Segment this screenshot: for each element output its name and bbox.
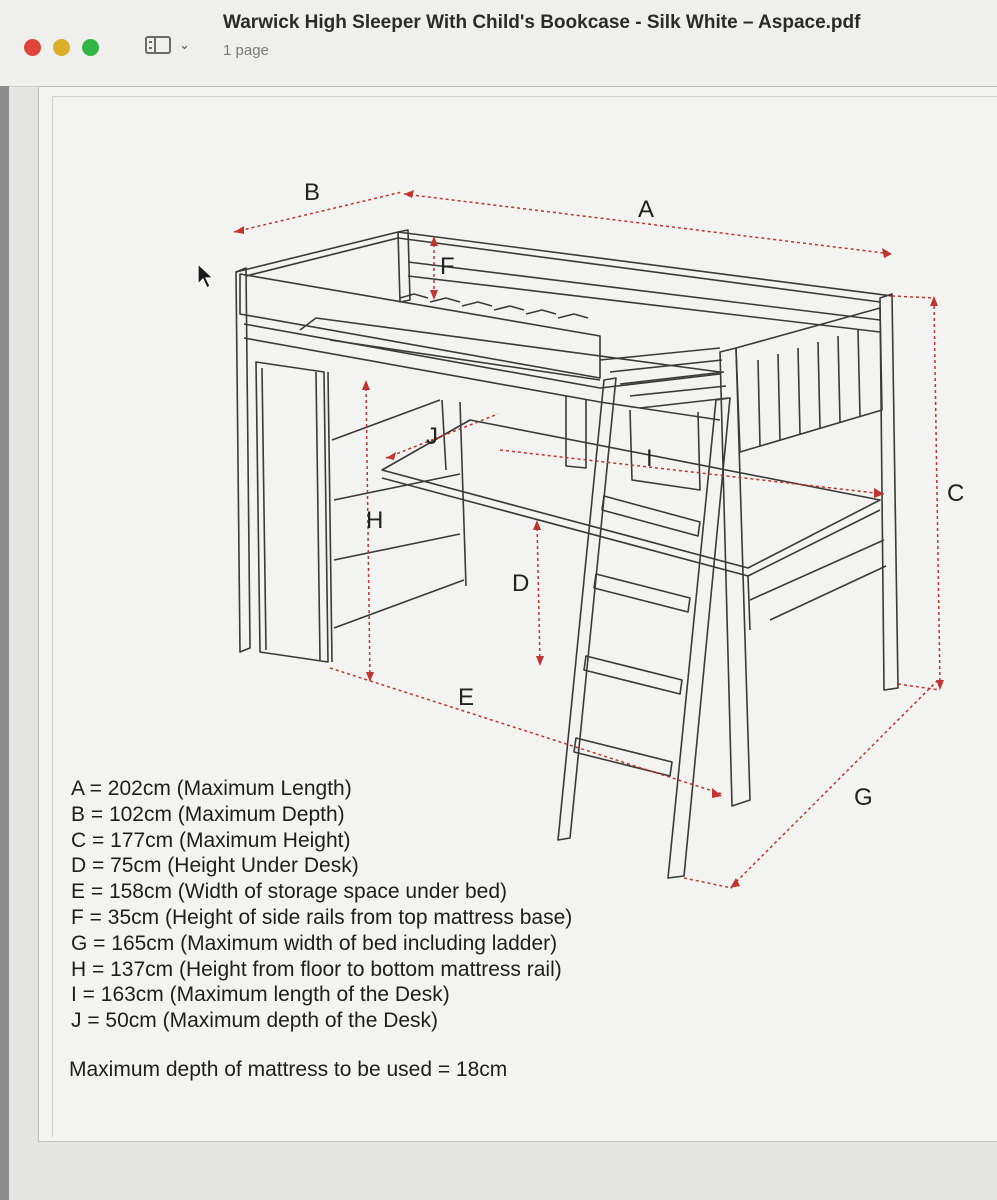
- label-a: A: [638, 196, 655, 223]
- chevron-down-icon: ⌄: [179, 37, 190, 53]
- legend-item-e: E = 158cm (Width of storage space under bed): [71, 880, 507, 904]
- legend-item-g: G = 165cm (Maximum width of bed including ladder): [71, 931, 558, 955]
- document-title: Warwick High Sleeper With Child's Bookcase - Silk White – Aspace.pdf: [223, 12, 861, 33]
- legend-item-d: D = 75cm (Height Under Desk): [71, 854, 359, 878]
- back-right-post: [398, 230, 410, 302]
- label-d: D: [512, 570, 530, 597]
- legend-item-j: J = 50cm (Maximum depth of the Desk): [71, 1009, 439, 1033]
- label-g: G: [854, 784, 873, 811]
- legend-item-i: I = 163cm (Maximum length of the Desk): [71, 983, 450, 1007]
- ladder: [558, 378, 730, 878]
- mattress-depth-note: Maximum depth of mattress to be used = 18cm: [69, 1058, 508, 1081]
- dim-line-i: [500, 450, 884, 494]
- mouse-pointer-icon: [196, 262, 216, 290]
- legend-item-h: H = 137cm (Height from floor to bottom mattress rail): [71, 957, 562, 981]
- front-side-rail: [240, 274, 600, 378]
- dim-line-d: [537, 522, 540, 664]
- page-count: 1 page: [223, 42, 269, 59]
- dim-line-g: [732, 680, 938, 886]
- legend-item-b: B = 102cm (Maximum Depth): [71, 802, 345, 826]
- label-j: J: [426, 423, 438, 450]
- label-i: I: [646, 445, 653, 472]
- back-left-post: [236, 268, 250, 652]
- label-h: H: [366, 507, 384, 534]
- front-right-post: [880, 294, 898, 690]
- legend-item-c: C = 177cm (Maximum Height): [71, 828, 351, 852]
- mattress-slats: [300, 294, 728, 408]
- dim-line-c: [934, 300, 940, 686]
- label-b: B: [304, 179, 321, 206]
- dimensions-legend: [71, 776, 572, 1034]
- front-middle-post: [720, 348, 750, 806]
- dim-line-j: [386, 414, 498, 458]
- legend-item-f: F = 35cm (Height of side rails from top mattress base): [71, 905, 573, 929]
- legend-item-a: A = 202cm (Maximum Length): [71, 777, 352, 800]
- label-f: F: [440, 253, 455, 280]
- label-c: C: [947, 480, 965, 507]
- label-e: E: [458, 684, 475, 711]
